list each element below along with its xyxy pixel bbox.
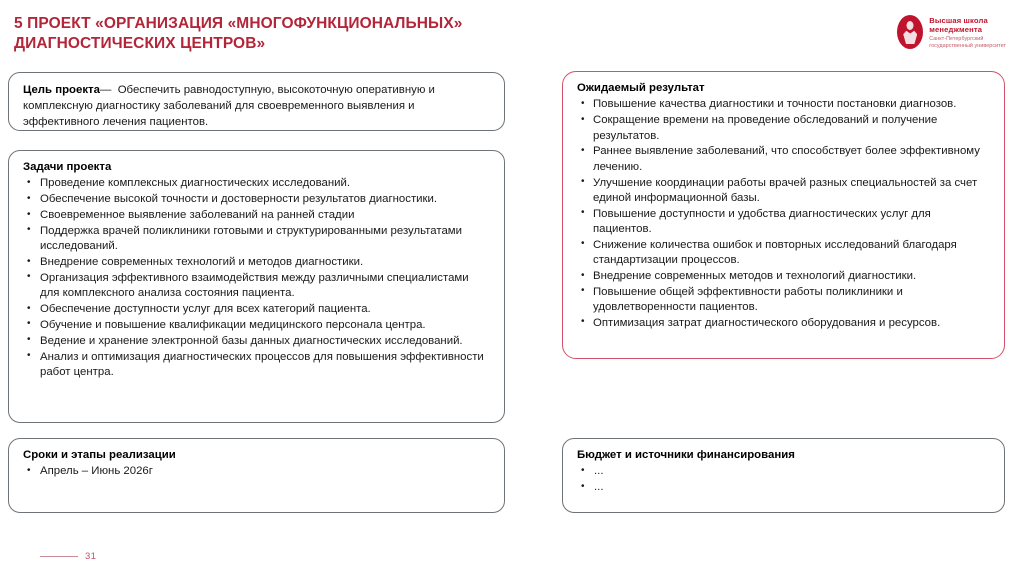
- list-item: • Обеспечение высокой точности и достоверности результатов диагностики.: [23, 192, 490, 207]
- list-item: • ...: [577, 480, 990, 495]
- list-item: • Повышение доступности и удобства диагностических услуг для пациентов.: [577, 207, 988, 238]
- budget-list: [577, 464, 990, 495]
- logo-text-block: [929, 15, 1006, 50]
- goal-panel-body: [9, 73, 504, 139]
- goal-description: Обеспечить равнодоступную, высокоточную оперативную и комплексную диагностику заболеваний для своевременного выявления и эффективного лечения пациентов.: [23, 84, 435, 129]
- list-item: • Проведение комплексных диагностических исследований.: [23, 176, 490, 191]
- tasks-panel: [8, 150, 505, 423]
- list-item: • Апрель – Июнь 2026г: [23, 464, 490, 479]
- tasks-list: [23, 176, 490, 380]
- budget-panel-body: [563, 439, 1004, 504]
- page-title-line-1: 5 ПРОЕКТ «ОРГАНИЗАЦИЯ «МНОГОФУНКЦИОНАЛЬНЫХ»: [14, 15, 463, 32]
- list-item: • Оптимизация затрат диагностического оборудования и ресурсов.: [577, 316, 988, 331]
- page-number: 31: [85, 551, 97, 562]
- organization-logo: [897, 15, 1006, 50]
- expected-result-panel: [562, 71, 1005, 359]
- slide-footer: [40, 551, 96, 562]
- expected-result-panel-body: [563, 72, 1004, 340]
- list-item: • Сокращение времени на проведение обследований и получение результатов.: [577, 113, 988, 144]
- list-item: • Внедрение современных технологий и методов диагностики.: [23, 255, 490, 270]
- list-item: • Повышение общей эффективности работы поликлиники и удовлетворенности пациентов.: [577, 285, 988, 316]
- list-item: • Обеспечение доступности услуг для всех категорий пациента.: [23, 302, 490, 317]
- goal-label: Цель проекта: [23, 84, 100, 96]
- goal-panel: [8, 72, 505, 131]
- logo-line-2: менеджмента: [929, 25, 983, 35]
- list-item: • ...: [577, 464, 990, 479]
- page-title-line-2: ДИАГНОСТИЧЕСКИХ ЦЕНТРОВ»: [14, 34, 266, 52]
- list-item: • Организация эффективного взаимодействия между различными специалистами для комплексного анализа состояния пациента.: [23, 271, 490, 302]
- timeline-list: [23, 464, 490, 479]
- list-item: • Снижение количества ошибок и повторных исследований благодаря стандартизации процессов.: [577, 238, 988, 269]
- list-item: • Улучшение координации работы врачей разных специальностей за счет единой информационной базы.: [577, 176, 988, 207]
- timeline-panel: [8, 438, 505, 513]
- list-item: • Раннее выявление заболеваний, что способствует более эффективному лечению.: [577, 144, 988, 175]
- list-item: • Повышение качества диагностики и точности постановки диагнозов.: [577, 97, 988, 112]
- expected-result-heading: Ожидаемый результат: [577, 82, 705, 94]
- tasks-heading: Задачи проекта: [23, 161, 112, 173]
- goal-text: [23, 82, 490, 131]
- page-title: [14, 14, 624, 54]
- list-item: • Поддержка врачей поликлиники готовыми и структурированными результатами исследований.: [23, 224, 490, 255]
- university-crest-icon: [897, 15, 923, 49]
- expected-result-list: [577, 97, 988, 331]
- list-item: • Ведение и хранение электронной базы данных диагностических исследований.: [23, 334, 490, 349]
- logo-line-1: Высшая школа: [929, 16, 988, 25]
- timeline-panel-body: [9, 439, 504, 488]
- list-item: • Внедрение современных методов и технологий диагностики.: [577, 269, 988, 284]
- list-item: • Обучение и повышение квалификации медицинского персонала центра.: [23, 318, 490, 333]
- tasks-panel-body: [9, 151, 504, 389]
- logo-subline-1: Санкт-Петербургский: [929, 35, 984, 42]
- list-item: • Своевременное выявление заболеваний на ранней стадии: [23, 208, 490, 223]
- footer-rule-divider: [40, 556, 78, 557]
- goal-dash: —: [99, 84, 112, 96]
- timeline-heading: Сроки и этапы реализации: [23, 449, 176, 461]
- list-item: • Анализ и оптимизация диагностических процессов для повышения эффективности работ центра.: [23, 350, 490, 381]
- budget-panel: [562, 438, 1005, 513]
- budget-heading: Бюджет и источники финансирования: [577, 449, 795, 461]
- logo-subline-2: государственный университет: [929, 42, 1006, 49]
